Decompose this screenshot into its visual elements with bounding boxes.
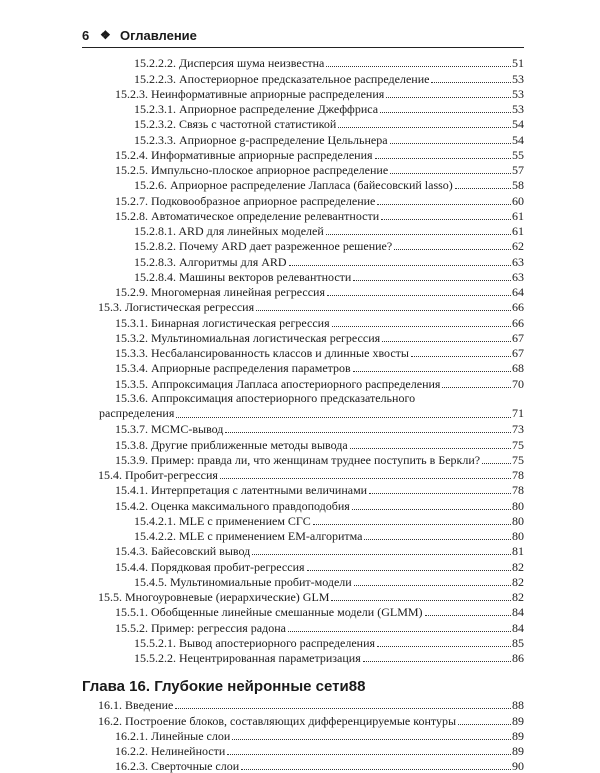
toc-entry-title: 15.3.7. MCMC-вывод <box>115 422 224 437</box>
toc-entry-page: 70 <box>512 376 524 391</box>
dot-leader <box>375 158 511 159</box>
toc-entry-page: 63 <box>512 254 524 269</box>
toc-entry-title: 15.2.8.2. Почему ARD дает разреженное решение? <box>134 239 393 254</box>
toc-entry-title: 15.4.2.2. MLE с применением EM-алгоритма <box>134 529 363 543</box>
toc-entry-page: 82 <box>512 590 524 604</box>
toc-entry-title: 15.2.8.1. ARD для линейных моделей <box>134 224 324 238</box>
toc-entry[interactable] <box>82 55 524 70</box>
toc-entry-title: 15.2.5. Импульсно-плоское априорное распределение <box>115 163 389 177</box>
dot-leader <box>431 82 511 83</box>
toc-entry-page: 80 <box>512 529 524 543</box>
chapter-page: 88 <box>348 678 366 695</box>
toc-entry[interactable] <box>82 697 524 712</box>
dot-leader <box>390 173 511 174</box>
toc-entry-title: 15.2.6. Априорное распределение Лапласа (байесовский lasso) <box>134 178 453 193</box>
toc-entry[interactable] <box>82 635 524 650</box>
toc-entry-title: 15.2.2.3. Апостериорное предсказательное распределение <box>134 71 430 86</box>
toc-entry-page: 67 <box>512 346 524 360</box>
dot-leader <box>377 646 511 647</box>
toc-entry-page: 54 <box>512 117 524 132</box>
chapter-heading[interactable] <box>82 673 524 695</box>
toc-entry[interactable] <box>82 238 524 253</box>
toc-entry-page: 78 <box>512 483 524 498</box>
dot-leader <box>256 310 511 311</box>
toc-entry-title: 15.4.4. Порядковая пробит-регрессия <box>115 559 305 574</box>
toc-entry-page: 89 <box>512 744 524 758</box>
toc-entry-page: 61 <box>512 208 524 223</box>
dot-leader <box>352 509 511 510</box>
toc-entry[interactable] <box>82 70 524 85</box>
dot-leader <box>313 524 511 525</box>
toc-entry-page: 58 <box>512 178 524 193</box>
dot-leader <box>338 127 511 128</box>
toc-entry-title: 15.2.8.3. Алгоритмы для ARD <box>134 254 287 269</box>
toc-entry[interactable] <box>82 452 524 467</box>
toc-entry-page: 68 <box>512 361 524 376</box>
toc-entry[interactable] <box>82 345 524 360</box>
toc-entry-title: 15.4.2. Оценка максимального правдоподобия <box>115 498 350 513</box>
toc-entry-page: 64 <box>512 285 524 299</box>
toc-entry-page: 73 <box>512 422 524 437</box>
toc-entry[interactable] <box>82 421 524 436</box>
toc-entry-title: 16.2.2. Нелинейности <box>115 744 226 758</box>
toc-entry-page: 84 <box>512 620 524 635</box>
toc-entry[interactable] <box>82 223 524 238</box>
toc-entry-page: 53 <box>512 86 524 101</box>
toc-entry[interactable] <box>82 436 524 451</box>
dot-leader <box>442 387 511 388</box>
dot-leader <box>252 554 511 555</box>
toc-entry-page: 63 <box>512 269 524 284</box>
toc-entry[interactable] <box>82 116 524 131</box>
toc-entry-page: 57 <box>512 163 524 177</box>
toc-entry-page: 82 <box>512 559 524 574</box>
toc-entry-title-cont: распределения <box>99 405 175 420</box>
page-header <box>82 26 522 44</box>
toc-list-chapter-15 <box>82 55 524 665</box>
toc-entry[interactable] <box>82 391 524 422</box>
toc-entry-title: 15.2.8. Автоматическое определение релевантности <box>115 208 380 223</box>
toc-entry[interactable] <box>82 131 524 146</box>
toc-entry[interactable] <box>82 497 524 512</box>
toc-entry[interactable] <box>82 467 524 482</box>
toc-entry-page: 66 <box>512 315 524 330</box>
dot-leader <box>382 341 511 342</box>
toc-entry-title: 15.3.8. Другие приближенные методы вывода <box>115 437 348 452</box>
dot-leader <box>331 600 511 601</box>
toc-entry[interactable] <box>82 208 524 223</box>
toc-entry-page: 84 <box>512 605 524 620</box>
toc-entry[interactable] <box>82 528 524 543</box>
dot-leader <box>326 66 511 67</box>
dot-leader <box>232 739 511 740</box>
toc-entry-title: 15.2.4. Информативные априорные распределения <box>115 147 373 162</box>
dot-leader <box>225 432 511 433</box>
toc-entry[interactable] <box>82 513 524 528</box>
toc-entry-page: 53 <box>512 71 524 86</box>
dot-leader <box>350 448 511 449</box>
chapter-title <box>82 678 349 695</box>
dot-leader <box>241 769 511 770</box>
toc-entry-page: 75 <box>512 437 524 452</box>
toc-entry-page: 85 <box>512 635 524 650</box>
toc-entry[interactable] <box>82 360 524 375</box>
section-title: Оглавление <box>120 27 197 43</box>
dot-leader <box>455 188 511 189</box>
dot-leader <box>386 97 511 98</box>
dot-leader <box>220 478 511 479</box>
dot-leader <box>364 539 511 540</box>
dot-leader <box>369 493 511 494</box>
toc-entry[interactable] <box>82 758 524 773</box>
toc-entry-title: 15.2.2.2. Дисперсия шума неизвестна <box>134 56 325 71</box>
toc-entry-title: 16.2.1. Линейные слои <box>115 728 231 743</box>
toc-list-chapter-16 <box>82 697 524 773</box>
toc-entry-page: 61 <box>512 224 524 238</box>
chapter-label: Глава 16. <box>82 678 151 695</box>
toc-entry-title: 15.5.2. Пример: регрессия радона <box>115 620 286 635</box>
toc-entry-page: 51 <box>512 56 524 71</box>
dot-leader <box>381 219 511 220</box>
toc-entry-title: 15.5.2.1. Вывод апостериорного распределения <box>134 635 376 650</box>
toc-entry[interactable] <box>82 101 524 116</box>
dot-leader <box>482 463 511 464</box>
dot-leader <box>353 280 511 281</box>
toc-entry-title: 15.3. Логистическая регрессия <box>98 300 255 315</box>
toc-entry[interactable] <box>82 589 524 604</box>
toc-entry[interactable] <box>82 543 524 558</box>
toc-entry-title: 15.2.3. Неинформативные априорные распределения <box>115 86 385 101</box>
toc-entry-page: 71 <box>512 405 524 420</box>
toc-entry[interactable] <box>82 147 524 162</box>
toc-entry-title: 15.5.2.2. Нецентрированная параметризация <box>134 651 361 665</box>
dot-leader <box>289 265 511 266</box>
dot-leader <box>327 295 511 296</box>
dot-leader <box>332 326 511 327</box>
table-of-contents <box>82 55 524 773</box>
dot-leader <box>363 661 511 662</box>
toc-entry[interactable] <box>82 299 524 314</box>
dot-leader <box>176 417 511 418</box>
toc-entry-title: 15.4.1. Интерпретация с латентными величинами <box>115 483 368 498</box>
toc-entry-page: 88 <box>512 698 524 713</box>
toc-entry-title: 15.2.3.3. Априорное g-распределение Цельльнера <box>134 132 388 147</box>
toc-entry-page: 53 <box>512 102 524 116</box>
toc-entry-title: 15.5. Многоуровневые (иерархические) GLM <box>98 590 330 604</box>
toc-entry[interactable] <box>82 177 524 192</box>
toc-entry-page: 86 <box>512 651 524 665</box>
toc-entry-title: 15.4.3. Байесовский вывод <box>115 544 251 559</box>
dot-leader <box>394 249 511 250</box>
dot-leader <box>425 615 511 616</box>
toc-entry-title: 15.3.4. Априорные распределения параметров <box>115 361 351 376</box>
toc-entry-page: 55 <box>512 147 524 162</box>
toc-entry[interactable] <box>82 712 524 727</box>
toc-entry-page: 89 <box>512 713 524 728</box>
toc-entry[interactable] <box>82 284 524 299</box>
dot-leader <box>288 631 511 632</box>
toc-entry-page: 54 <box>512 132 524 147</box>
dot-leader <box>307 570 511 571</box>
toc-entry-title: 15.2.3.2. Связь с частотной статистикой <box>134 117 337 132</box>
toc-entry[interactable] <box>82 162 524 177</box>
toc-entry-title: 15.2.9. Многомерная линейная регрессия <box>115 285 325 299</box>
toc-entry-title: 16.1. Введение <box>98 698 174 713</box>
toc-entry[interactable] <box>82 650 524 665</box>
dot-leader <box>353 371 511 372</box>
toc-entry[interactable] <box>82 482 524 497</box>
toc-entry-title: 15.3.9. Пример: правда ли, что женщинам труднее поступить в Беркли? <box>115 452 481 467</box>
toc-entry-page: 80 <box>512 498 524 513</box>
toc-entry[interactable] <box>82 619 524 634</box>
dot-leader <box>354 585 511 586</box>
header-rule <box>82 47 524 48</box>
dot-leader <box>458 724 511 725</box>
dot-leader <box>390 143 511 144</box>
toc-entry[interactable] <box>82 192 524 207</box>
toc-entry[interactable] <box>82 330 524 345</box>
toc-entry-page: 80 <box>512 513 524 528</box>
toc-entry[interactable] <box>82 558 524 573</box>
dot-leader <box>380 112 511 113</box>
toc-entry[interactable] <box>82 743 524 758</box>
toc-entry[interactable] <box>82 86 524 101</box>
toc-entry[interactable] <box>82 574 524 589</box>
toc-entry-title: 15.2.8.4. Машины векторов релевантности <box>134 269 352 284</box>
toc-entry-page: 67 <box>512 330 524 345</box>
toc-entry-title: 15.4.5. Мультиномиальные пробит-модели <box>134 574 352 589</box>
toc-entry-title: 16.2.3. Сверточные слои <box>115 759 240 773</box>
ornament-icon: ❖ <box>100 28 111 42</box>
toc-entry-page: 82 <box>512 574 524 589</box>
toc-entry-title: 15.2.3.1. Априорное распределение Джеффриса <box>134 102 379 116</box>
toc-entry-page: 90 <box>512 759 524 773</box>
toc-entry-title: 15.3.6. Аппроксимация апостериорного предсказательного <box>115 390 416 405</box>
toc-entry[interactable] <box>82 269 524 284</box>
toc-entry-page: 78 <box>512 468 524 482</box>
toc-entry-title: 16.2. Построение блоков, составляющих дифференцируемые контуры <box>98 713 457 728</box>
toc-entry-title: 15.4. Пробит-регрессия <box>98 468 218 482</box>
toc-entry-title: 15.4.2.1. MLE с применением СГС <box>134 513 311 528</box>
page-number: 6 <box>82 27 90 43</box>
toc-entry-title: 15.5.1. Обобщенные линейные смешанные модели (GLMM) <box>115 605 423 620</box>
toc-entry-title: 15.3.1. Бинарная логистическая регрессия <box>115 315 330 330</box>
dot-leader <box>175 708 511 709</box>
toc-entry[interactable] <box>82 314 524 329</box>
toc-entry-page: 62 <box>512 239 524 254</box>
chapter-name: Глубокие нейронные сети <box>154 678 349 695</box>
toc-entry-page: 75 <box>512 452 524 467</box>
toc-entry-page: 60 <box>512 193 524 208</box>
toc-entry-title: 15.3.2. Мультиномиальная логистическая регрессия <box>115 330 381 345</box>
toc-entry-title: 15.2.7. Подковообразное априорное распределение <box>115 193 376 208</box>
toc-entry[interactable] <box>82 375 524 390</box>
toc-entry-title: 15.3.3. Несбалансированность классов и длинные хвосты <box>115 346 409 360</box>
dot-leader <box>377 204 511 205</box>
dot-leader <box>227 754 511 755</box>
toc-entry-continuation <box>99 406 524 421</box>
toc-entry-page: 66 <box>512 300 524 315</box>
toc-entry[interactable] <box>82 728 524 743</box>
toc-entry-title: 15.3.5. Аппроксимация Лапласа апостериорного распределения <box>115 376 441 391</box>
dot-leader <box>411 356 511 357</box>
toc-entry[interactable] <box>82 604 524 619</box>
toc-entry-page: 89 <box>512 728 524 743</box>
toc-entry-page: 81 <box>512 544 524 559</box>
toc-entry[interactable] <box>82 253 524 268</box>
dot-leader <box>326 234 511 235</box>
